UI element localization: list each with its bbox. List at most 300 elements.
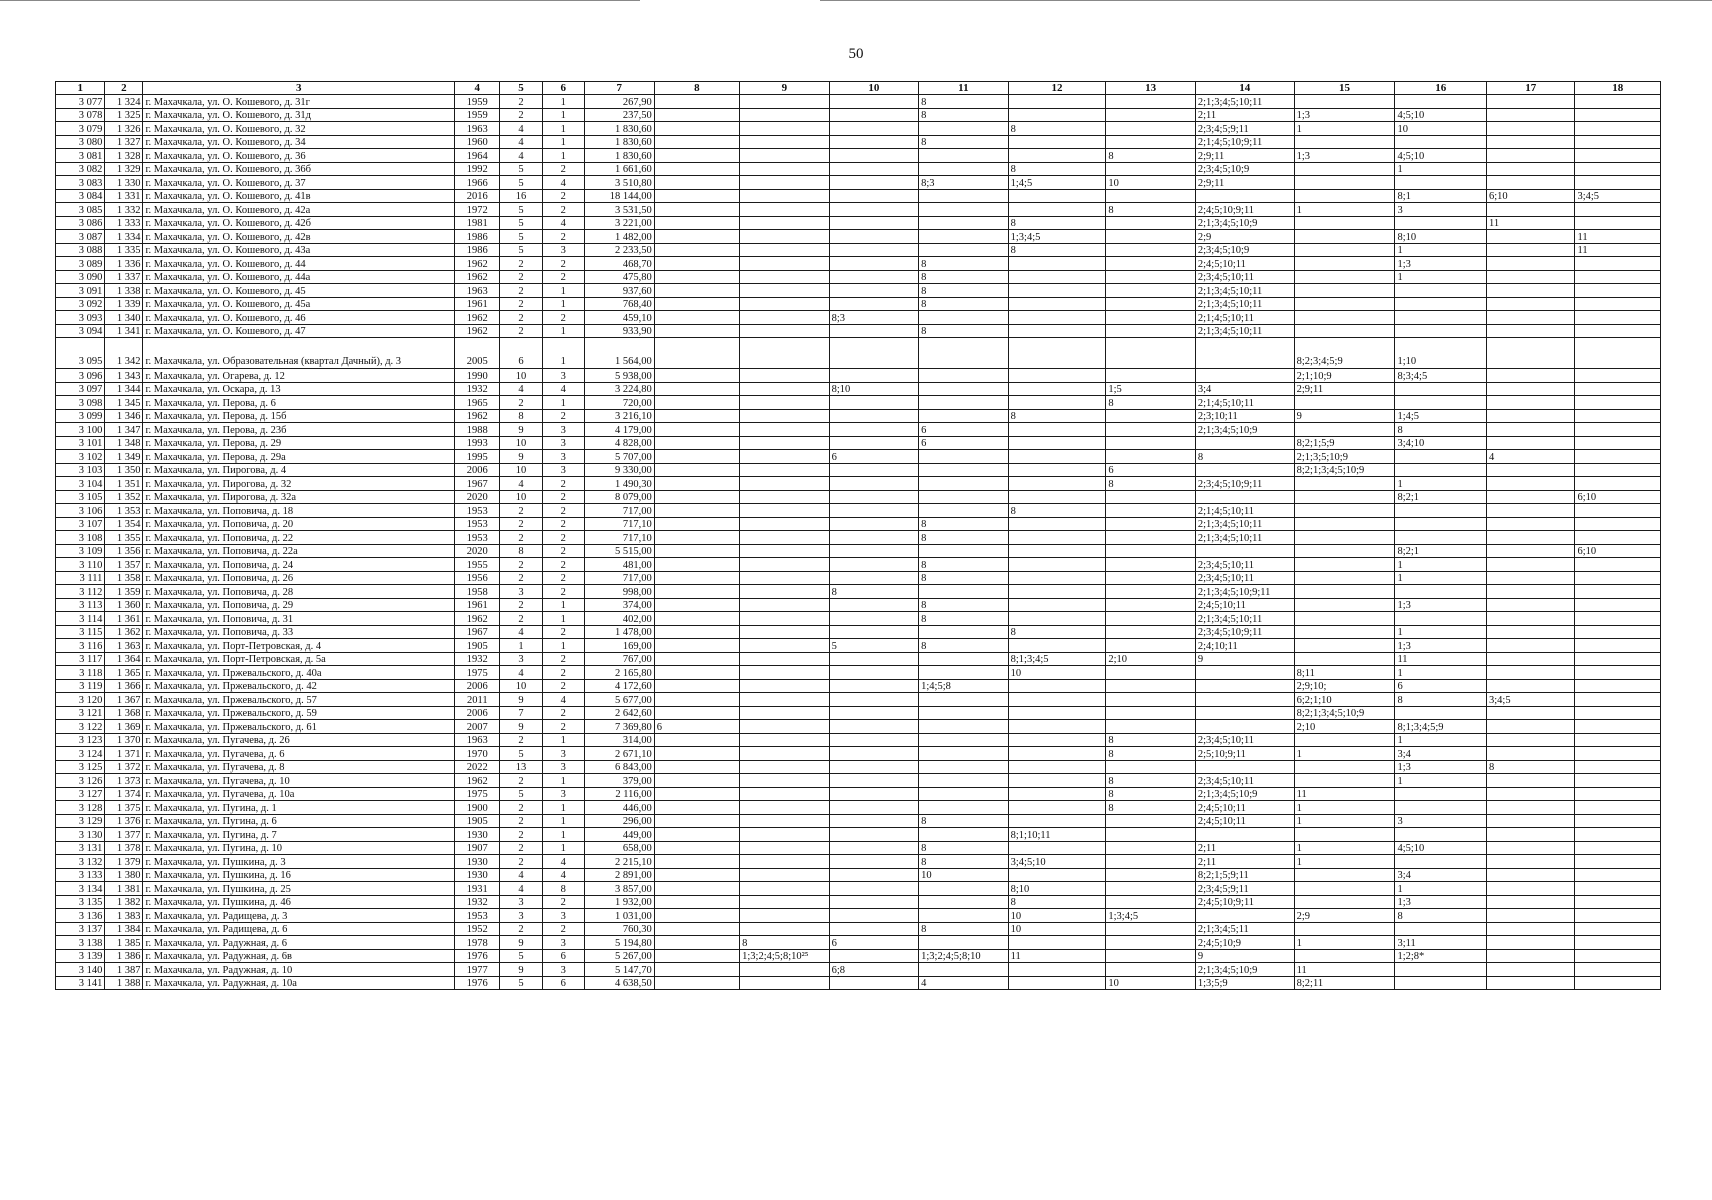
table-cell-col-11: 8 [919, 531, 1009, 545]
table-cell-col-11 [919, 243, 1009, 257]
table-cell-col-3: г. Махачкала, ул. Порт-Петровская, д. 4 [143, 639, 455, 653]
table-cell-col-6: 1 [542, 284, 584, 298]
table-cell-col-15 [1294, 189, 1395, 203]
table-cell-col-9 [740, 652, 830, 666]
table-cell-col-5: 2 [500, 598, 542, 612]
table-cell-col-7: 933,90 [584, 324, 654, 338]
table-cell-col-11: 8 [919, 270, 1009, 284]
table-cell-col-8 [654, 189, 739, 203]
table-cell-col-2: 1 364 [105, 652, 143, 666]
table-cell-col-11 [919, 733, 1009, 747]
table-cell-col-6: 4 [542, 176, 584, 190]
table-cell-col-13 [1106, 585, 1196, 599]
table-cell-col-6: 2 [542, 270, 584, 284]
table-cell-col-2: 1 360 [105, 598, 143, 612]
table-cell-col-17 [1487, 176, 1575, 190]
table-cell-col-18 [1575, 936, 1661, 950]
table-cell-col-15: 8;2;3;4;5;9 [1294, 338, 1395, 369]
table-cell-col-4: 2020 [455, 544, 500, 558]
table-cell-col-2: 1 369 [105, 720, 143, 734]
table-row [56, 531, 1661, 545]
table-cell-col-1: 3 103 [56, 463, 105, 477]
table-cell-col-16 [1395, 95, 1487, 109]
table-cell-col-10 [829, 733, 919, 747]
table-cell-col-5: 2 [500, 814, 542, 828]
table-row [56, 922, 1661, 936]
table-cell-col-5: 2 [500, 504, 542, 518]
table-cell-col-12: 10 [1008, 666, 1106, 680]
table-cell-col-14: 2;5;10;9;11 [1195, 747, 1294, 761]
table-cell-col-11: 8 [919, 95, 1009, 109]
table-cell-col-8 [654, 338, 739, 369]
table-cell-col-14: 2;1;3;4;5;10;11 [1195, 297, 1294, 311]
table-cell-col-11: 8;3 [919, 176, 1009, 190]
table-cell-col-10 [829, 517, 919, 531]
table-cell-col-11 [919, 706, 1009, 720]
table-cell-col-15 [1294, 922, 1395, 936]
table-cell-col-3: г. Махачкала, ул. О. Кошевого, д. 46 [143, 311, 455, 325]
table-cell-col-13: 2;10 [1106, 652, 1196, 666]
table-cell-col-4: 1953 [455, 517, 500, 531]
table-cell-col-4: 2011 [455, 693, 500, 707]
table-cell-col-1: 3 082 [56, 162, 105, 176]
table-cell-col-3: г. Махачкала, ул. Радищева, д. 6 [143, 922, 455, 936]
table-cell-col-18 [1575, 517, 1661, 531]
table-cell-col-8 [654, 625, 739, 639]
table-cell-col-15: 11 [1294, 963, 1395, 977]
table-cell-col-12 [1008, 936, 1106, 950]
table-cell-col-18 [1575, 693, 1661, 707]
table-cell-col-17 [1487, 284, 1575, 298]
table-cell-col-9 [740, 517, 830, 531]
table-cell-col-5: 7 [500, 706, 542, 720]
table-cell-col-13 [1106, 311, 1196, 325]
table-cell-col-13 [1106, 679, 1196, 693]
table-cell-col-11 [919, 585, 1009, 599]
table-cell-col-2: 1 350 [105, 463, 143, 477]
table-cell-col-15 [1294, 297, 1395, 311]
table-cell-col-8 [654, 149, 739, 163]
table-cell-col-13 [1106, 297, 1196, 311]
table-row [56, 693, 1661, 707]
table-cell-col-7: 1 830,60 [584, 135, 654, 149]
table-cell-col-2: 1 377 [105, 828, 143, 842]
table-cell-col-3: г. Махачкала, ул. Пугина, д. 1 [143, 801, 455, 815]
table-cell-col-3: г. Махачкала, ул. Радужная, д. 10а [143, 976, 455, 990]
table-cell-col-7: 768,40 [584, 297, 654, 311]
table-cell-col-13 [1106, 189, 1196, 203]
table-cell-col-3: г. Махачкала, ул. Оскара, д. 13 [143, 382, 455, 396]
table-cell-col-11: 8 [919, 598, 1009, 612]
table-cell-col-2: 1 384 [105, 922, 143, 936]
table-cell-col-15: 2;1;10;9 [1294, 369, 1395, 383]
table-cell-col-4: 2005 [455, 338, 500, 369]
table-cell-col-17 [1487, 612, 1575, 626]
table-cell-col-15 [1294, 544, 1395, 558]
table-cell-col-15 [1294, 284, 1395, 298]
table-cell-col-8 [654, 652, 739, 666]
table-cell-col-10 [829, 760, 919, 774]
table-cell-col-1: 3 099 [56, 409, 105, 423]
table-cell-col-2: 1 380 [105, 868, 143, 882]
table-cell-col-10 [829, 396, 919, 410]
table-cell-col-9 [740, 450, 830, 464]
table-cell-col-1: 3 114 [56, 612, 105, 626]
table-cell-col-12: 8;1;10;11 [1008, 828, 1106, 842]
table-cell-col-17 [1487, 436, 1575, 450]
table-cell-col-2: 1 332 [105, 203, 143, 217]
table-cell-col-7: 379,00 [584, 774, 654, 788]
table-cell-col-1: 3 112 [56, 585, 105, 599]
table-cell-col-3: г. Махачкала, ул. Пугачева, д. 10а [143, 787, 455, 801]
table-cell-col-13: 8 [1106, 787, 1196, 801]
table-cell-col-13 [1106, 95, 1196, 109]
table-cell-col-14: 2;1;3;4;5;10;9 [1195, 423, 1294, 437]
table-cell-col-3: г. Махачкала, ул. О. Кошевого, д. 44 [143, 257, 455, 271]
table-cell-col-1: 3 132 [56, 855, 105, 869]
table-cell-col-17 [1487, 774, 1575, 788]
table-cell-col-9 [740, 774, 830, 788]
table-cell-col-11: 8 [919, 571, 1009, 585]
table-cell-col-14: 2;3;4;5;10;9 [1195, 162, 1294, 176]
table-cell-col-6: 4 [542, 382, 584, 396]
table-cell-col-18 [1575, 585, 1661, 599]
table-cell-col-13 [1106, 338, 1196, 369]
table-cell-col-9 [740, 203, 830, 217]
table-cell-col-1: 3 094 [56, 324, 105, 338]
table-cell-col-7: 9 330,00 [584, 463, 654, 477]
table-cell-col-17 [1487, 95, 1575, 109]
table-cell-col-3: г. Махачкала, ул. Радищева, д. 3 [143, 909, 455, 923]
table-cell-col-16 [1395, 828, 1487, 842]
table-cell-col-15 [1294, 639, 1395, 653]
table-cell-col-9 [740, 706, 830, 720]
column-header-12: 12 [1008, 82, 1106, 95]
table-cell-col-2: 1 381 [105, 882, 143, 896]
table-cell-col-12: 1;4;5 [1008, 176, 1106, 190]
table-cell-col-13: 1;3;4;5 [1106, 909, 1196, 923]
table-cell-col-5: 2 [500, 297, 542, 311]
table-cell-col-8 [654, 747, 739, 761]
table-cell-col-10 [829, 230, 919, 244]
table-cell-col-6: 3 [542, 787, 584, 801]
table-cell-col-13 [1106, 162, 1196, 176]
table-cell-col-3: г. Махачкала, ул. Перова, д. 6 [143, 396, 455, 410]
table-cell-col-18 [1575, 841, 1661, 855]
table-cell-col-7: 1 564,00 [584, 338, 654, 369]
table-cell-col-15 [1294, 504, 1395, 518]
table-cell-col-8 [654, 324, 739, 338]
table-cell-col-6: 2 [542, 477, 584, 491]
table-cell-col-13 [1106, 490, 1196, 504]
table-cell-col-10: 8;10 [829, 382, 919, 396]
table-cell-col-16: 3;4;10 [1395, 436, 1487, 450]
table-cell-col-9 [740, 149, 830, 163]
table-cell-col-3: г. Махачкала, ул. О. Кошевого, д. 36 [143, 149, 455, 163]
table-cell-col-4: 1962 [455, 774, 500, 788]
table-cell-col-17 [1487, 666, 1575, 680]
table-cell-col-12 [1008, 963, 1106, 977]
table-cell-col-8 [654, 760, 739, 774]
table-cell-col-1: 3 083 [56, 176, 105, 190]
table-cell-col-14: 2;1;4;5;10;9;11 [1195, 135, 1294, 149]
table-row [56, 203, 1661, 217]
table-cell-col-11 [919, 774, 1009, 788]
table-cell-col-11: 8 [919, 108, 1009, 122]
table-cell-col-4: 1930 [455, 828, 500, 842]
table-row [56, 814, 1661, 828]
table-cell-col-12 [1008, 463, 1106, 477]
table-cell-col-2: 1 370 [105, 733, 143, 747]
table-cell-col-14: 2;3;4;5;9;11 [1195, 882, 1294, 896]
table-cell-col-3: г. Махачкала, ул. Пугачева, д. 26 [143, 733, 455, 747]
table-cell-col-7: 1 478,00 [584, 625, 654, 639]
table-row [56, 544, 1661, 558]
table-cell-col-6: 1 [542, 108, 584, 122]
table-row [56, 585, 1661, 599]
table-cell-col-16 [1395, 176, 1487, 190]
table-cell-col-4: 2006 [455, 706, 500, 720]
table-cell-col-5: 2 [500, 733, 542, 747]
table-cell-col-12: 8 [1008, 895, 1106, 909]
table-cell-col-8 [654, 571, 739, 585]
table-cell-col-6: 2 [542, 311, 584, 325]
table-cell-col-15: 2;10 [1294, 720, 1395, 734]
table-cell-col-4: 1907 [455, 841, 500, 855]
table-cell-col-6: 3 [542, 450, 584, 464]
table-cell-col-1: 3 139 [56, 949, 105, 963]
table-cell-col-16 [1395, 517, 1487, 531]
column-header-6: 6 [542, 82, 584, 95]
table-cell-col-7: 402,00 [584, 612, 654, 626]
table-cell-col-12 [1008, 679, 1106, 693]
table-cell-col-6: 2 [542, 517, 584, 531]
table-cell-col-4: 1995 [455, 450, 500, 464]
table-cell-col-8 [654, 409, 739, 423]
table-cell-col-14: 2;1;4;5;10;11 [1195, 311, 1294, 325]
scan-top-line-right [820, 0, 1712, 1]
table-cell-col-2: 1 354 [105, 517, 143, 531]
table-cell-col-13 [1106, 841, 1196, 855]
column-header-1: 1 [56, 82, 105, 95]
table-cell-col-16: 1;3 [1395, 895, 1487, 909]
table-cell-col-11: 8 [919, 841, 1009, 855]
table-cell-col-7: 3 221,00 [584, 216, 654, 230]
table-cell-col-6: 2 [542, 162, 584, 176]
table-cell-col-17: 11 [1487, 216, 1575, 230]
table-row [56, 95, 1661, 109]
table-cell-col-2: 1 336 [105, 257, 143, 271]
table-cell-col-11: 8 [919, 612, 1009, 626]
table-cell-col-6: 1 [542, 814, 584, 828]
table-cell-col-8 [654, 544, 739, 558]
table-cell-col-3: г. Махачкала, ул. Перова, д. 15б [143, 409, 455, 423]
table-cell-col-4: 2006 [455, 679, 500, 693]
table-cell-col-14: 3;4 [1195, 382, 1294, 396]
table-cell-col-14: 2;3;4;5;10;11 [1195, 571, 1294, 585]
table-cell-col-11 [919, 787, 1009, 801]
table-cell-col-4: 1953 [455, 504, 500, 518]
table-cell-col-2: 1 349 [105, 450, 143, 464]
table-cell-col-12: 10 [1008, 922, 1106, 936]
table-cell-col-14 [1195, 463, 1294, 477]
table-cell-col-14 [1195, 338, 1294, 369]
table-cell-col-10 [829, 922, 919, 936]
table-cell-col-4: 1976 [455, 949, 500, 963]
table-cell-col-10 [829, 909, 919, 923]
table-cell-col-3: г. Махачкала, ул. Пушкина, д. 16 [143, 868, 455, 882]
table-cell-col-3: г. Махачкала, ул. Поповича, д. 18 [143, 504, 455, 518]
table-cell-col-14 [1195, 369, 1294, 383]
table-cell-col-11 [919, 828, 1009, 842]
table-cell-col-8 [654, 598, 739, 612]
table-cell-col-11: 1;3;2;4;5;8;10 [919, 949, 1009, 963]
table-row [56, 882, 1661, 896]
table-cell-col-18 [1575, 787, 1661, 801]
table-cell-col-6: 2 [542, 720, 584, 734]
table-cell-col-1: 3 140 [56, 963, 105, 977]
table-cell-col-18 [1575, 477, 1661, 491]
table-cell-col-18 [1575, 747, 1661, 761]
table-cell-col-2: 1 357 [105, 558, 143, 572]
table-cell-col-17: 4 [1487, 450, 1575, 464]
table-cell-col-1: 3 131 [56, 841, 105, 855]
table-cell-col-8 [654, 423, 739, 437]
table-cell-col-9 [740, 338, 830, 369]
table-cell-col-8 [654, 463, 739, 477]
table-cell-col-3: г. Махачкала, ул. О. Кошевого, д. 41в [143, 189, 455, 203]
table-cell-col-13 [1106, 571, 1196, 585]
table-cell-col-10 [829, 176, 919, 190]
table-cell-col-2: 1 361 [105, 612, 143, 626]
table-cell-col-14: 2;1;3;4;5;10;9;11 [1195, 585, 1294, 599]
table-cell-col-5: 8 [500, 544, 542, 558]
column-header-11: 11 [919, 82, 1009, 95]
table-cell-col-7: 374,00 [584, 598, 654, 612]
table-cell-col-16 [1395, 855, 1487, 869]
table-cell-col-17 [1487, 423, 1575, 437]
table-cell-col-11 [919, 801, 1009, 815]
table-cell-col-16 [1395, 801, 1487, 815]
table-cell-col-17 [1487, 369, 1575, 383]
table-cell-col-2: 1 371 [105, 747, 143, 761]
table-row [56, 679, 1661, 693]
table-cell-col-18: 11 [1575, 243, 1661, 257]
table-cell-col-13 [1106, 625, 1196, 639]
table-cell-col-14: 2;1;3;4;5;10;11 [1195, 517, 1294, 531]
table-cell-col-10 [829, 882, 919, 896]
table-cell-col-14 [1195, 490, 1294, 504]
table-cell-col-9: 1;3;2;4;5;8;10²⁵ [740, 949, 830, 963]
table-cell-col-15 [1294, 477, 1395, 491]
table-cell-col-6: 2 [542, 666, 584, 680]
table-cell-col-17 [1487, 976, 1575, 990]
table-cell-col-14 [1195, 909, 1294, 923]
table-cell-col-14: 2;1;4;5;10;11 [1195, 396, 1294, 410]
table-cell-col-10 [829, 270, 919, 284]
table-cell-col-11 [919, 216, 1009, 230]
table-cell-col-16: 1;4;5 [1395, 409, 1487, 423]
column-header-2: 2 [105, 82, 143, 95]
table-cell-col-5: 3 [500, 895, 542, 909]
table-cell-col-4: 1986 [455, 243, 500, 257]
table-cell-col-2: 1 329 [105, 162, 143, 176]
table-cell-col-2: 1 334 [105, 230, 143, 244]
table-cell-col-12 [1008, 585, 1106, 599]
table-cell-col-17 [1487, 652, 1575, 666]
table-cell-col-10: 5 [829, 639, 919, 653]
table-cell-col-12 [1008, 490, 1106, 504]
table-cell-col-15: 1 [1294, 801, 1395, 815]
table-cell-col-17 [1487, 801, 1575, 815]
table-cell-col-17 [1487, 135, 1575, 149]
table-cell-col-13 [1106, 868, 1196, 882]
table-cell-col-15 [1294, 257, 1395, 271]
table-cell-col-8 [654, 679, 739, 693]
table-cell-col-12 [1008, 814, 1106, 828]
table-cell-col-6: 2 [542, 585, 584, 599]
table-cell-col-17 [1487, 122, 1575, 136]
table-cell-col-4: 1976 [455, 976, 500, 990]
table-row [56, 747, 1661, 761]
table-cell-col-6: 3 [542, 423, 584, 437]
table-cell-col-6: 2 [542, 409, 584, 423]
table-cell-col-14: 2;11 [1195, 108, 1294, 122]
table-cell-col-1: 3 098 [56, 396, 105, 410]
table-cell-col-15 [1294, 162, 1395, 176]
table-cell-col-15 [1294, 490, 1395, 504]
table-cell-col-15 [1294, 95, 1395, 109]
table-cell-col-16: 1;3 [1395, 598, 1487, 612]
table-cell-col-17 [1487, 230, 1575, 244]
table-cell-col-18: 6;10 [1575, 490, 1661, 504]
table-cell-col-13 [1106, 423, 1196, 437]
table-cell-col-8 [654, 733, 739, 747]
table-cell-col-12 [1008, 720, 1106, 734]
table-cell-col-9 [740, 477, 830, 491]
table-cell-col-8 [654, 203, 739, 217]
table-cell-col-6: 6 [542, 949, 584, 963]
table-cell-col-14: 2;1;3;4;5;10;9 [1195, 216, 1294, 230]
table-cell-col-15 [1294, 868, 1395, 882]
table-cell-col-4: 1956 [455, 571, 500, 585]
table-cell-col-12 [1008, 976, 1106, 990]
table-cell-col-9 [740, 720, 830, 734]
table-cell-col-4: 1966 [455, 176, 500, 190]
table-cell-col-7: 767,00 [584, 652, 654, 666]
table-cell-col-7: 4 179,00 [584, 423, 654, 437]
table-cell-col-2: 1 387 [105, 963, 143, 977]
table-cell-col-3: г. Махачкала, ул. Пугачева, д. 10 [143, 774, 455, 788]
table-cell-col-10 [829, 369, 919, 383]
table-cell-col-2: 1 335 [105, 243, 143, 257]
table-cell-col-12 [1008, 189, 1106, 203]
table-cell-col-16 [1395, 284, 1487, 298]
table-cell-col-17 [1487, 531, 1575, 545]
table-cell-col-12: 10 [1008, 909, 1106, 923]
table-cell-col-18 [1575, 760, 1661, 774]
table-cell-col-10 [829, 666, 919, 680]
table-row [56, 558, 1661, 572]
table-cell-col-13 [1106, 706, 1196, 720]
table-cell-col-2: 1 344 [105, 382, 143, 396]
table-cell-col-2: 1 373 [105, 774, 143, 788]
table-cell-col-10 [829, 814, 919, 828]
table-cell-col-12 [1008, 544, 1106, 558]
table-cell-col-13 [1106, 895, 1196, 909]
table-cell-col-6: 1 [542, 324, 584, 338]
table-cell-col-6: 1 [542, 149, 584, 163]
